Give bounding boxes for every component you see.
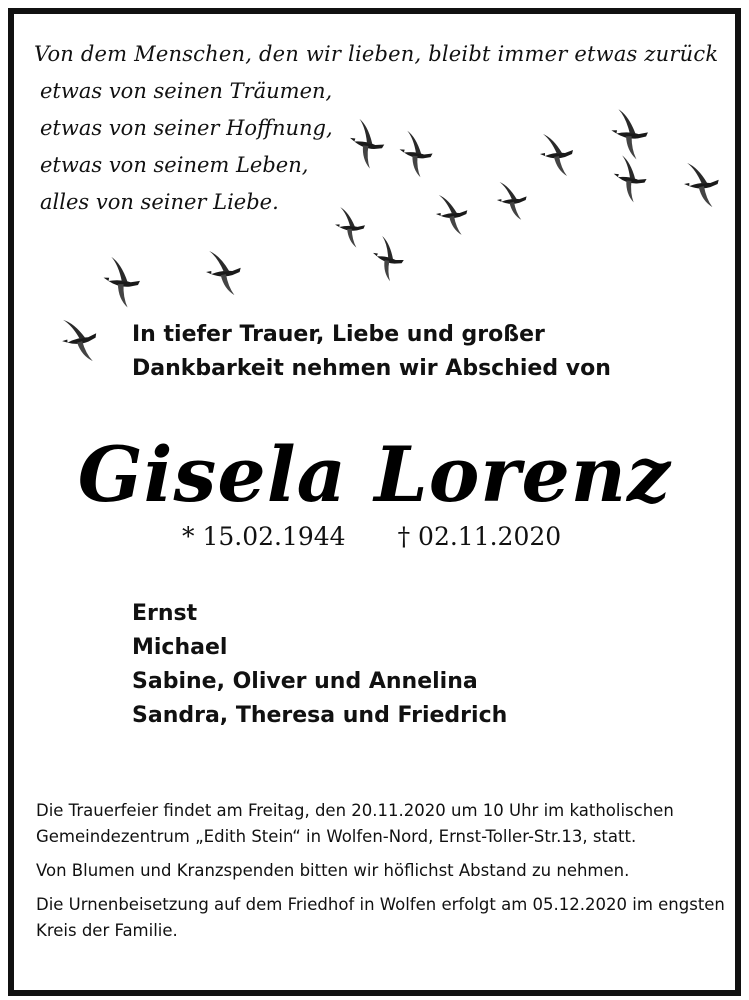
service-note: Die Trauerfeier findet am Freitag, den 20.11.2020 um 10 Uhr im katholischen Gemeindezentrum „Edith Stein“ in Wolfen-Nord, Ernst-Toller-Str.13, statt. [36, 801, 674, 846]
deceased-name: Gisela Lorenz [77, 430, 672, 519]
goose-icon [60, 317, 99, 364]
goose-icon [332, 207, 367, 249]
goose-icon [436, 195, 467, 235]
goose-icon [607, 109, 651, 161]
goose-icon [206, 251, 241, 295]
family-member: Ernst [132, 601, 198, 626]
burial-note: Die Urnenbeisetzung auf dem Friedhof in Wolfen erfolgt am 05.12.2020 im engsten Kreis der Familie. [36, 895, 725, 940]
goose-icon [99, 256, 144, 309]
poem-line: etwas von seinem Leben, [40, 153, 309, 177]
intro-line: Dankbarkeit nehmen wir Abschied von [132, 356, 611, 381]
goose-icon [608, 155, 651, 204]
obituary-frame [8, 8, 741, 996]
death-date: † 02.11.2020 [397, 522, 562, 551]
goose-icon [684, 163, 719, 207]
poem-line: etwas von seiner Hoffnung, [40, 116, 333, 140]
goose-icon [394, 130, 436, 179]
family-member: Michael [132, 635, 228, 660]
poem-line: etwas von seinen Träumen, [40, 79, 333, 103]
poem-line: alles von seiner Liebe. [40, 190, 279, 214]
birth-date: * 15.02.1944 [182, 522, 346, 551]
goose-icon [540, 134, 573, 176]
goose-icon [343, 118, 390, 171]
family-member: Sabine, Oliver und Annelina [132, 669, 478, 694]
life-dates [182, 522, 561, 551]
family-list [132, 597, 507, 733]
goose-icon [497, 182, 527, 220]
notes [36, 798, 726, 952]
intro-line: In tiefer Trauer, Liebe und großer [132, 322, 545, 347]
family-member: Sandra, Theresa und Friedrich [132, 703, 508, 728]
intro-text [132, 318, 611, 386]
goose-icon [366, 235, 409, 283]
poem-line: Von dem Menschen, den wir lieben, bleibt immer etwas zurück [34, 42, 719, 66]
flowers-note: Von Blumen und Kranzspenden bitten wir höflichst Abstand zu nehmen. [36, 861, 630, 880]
